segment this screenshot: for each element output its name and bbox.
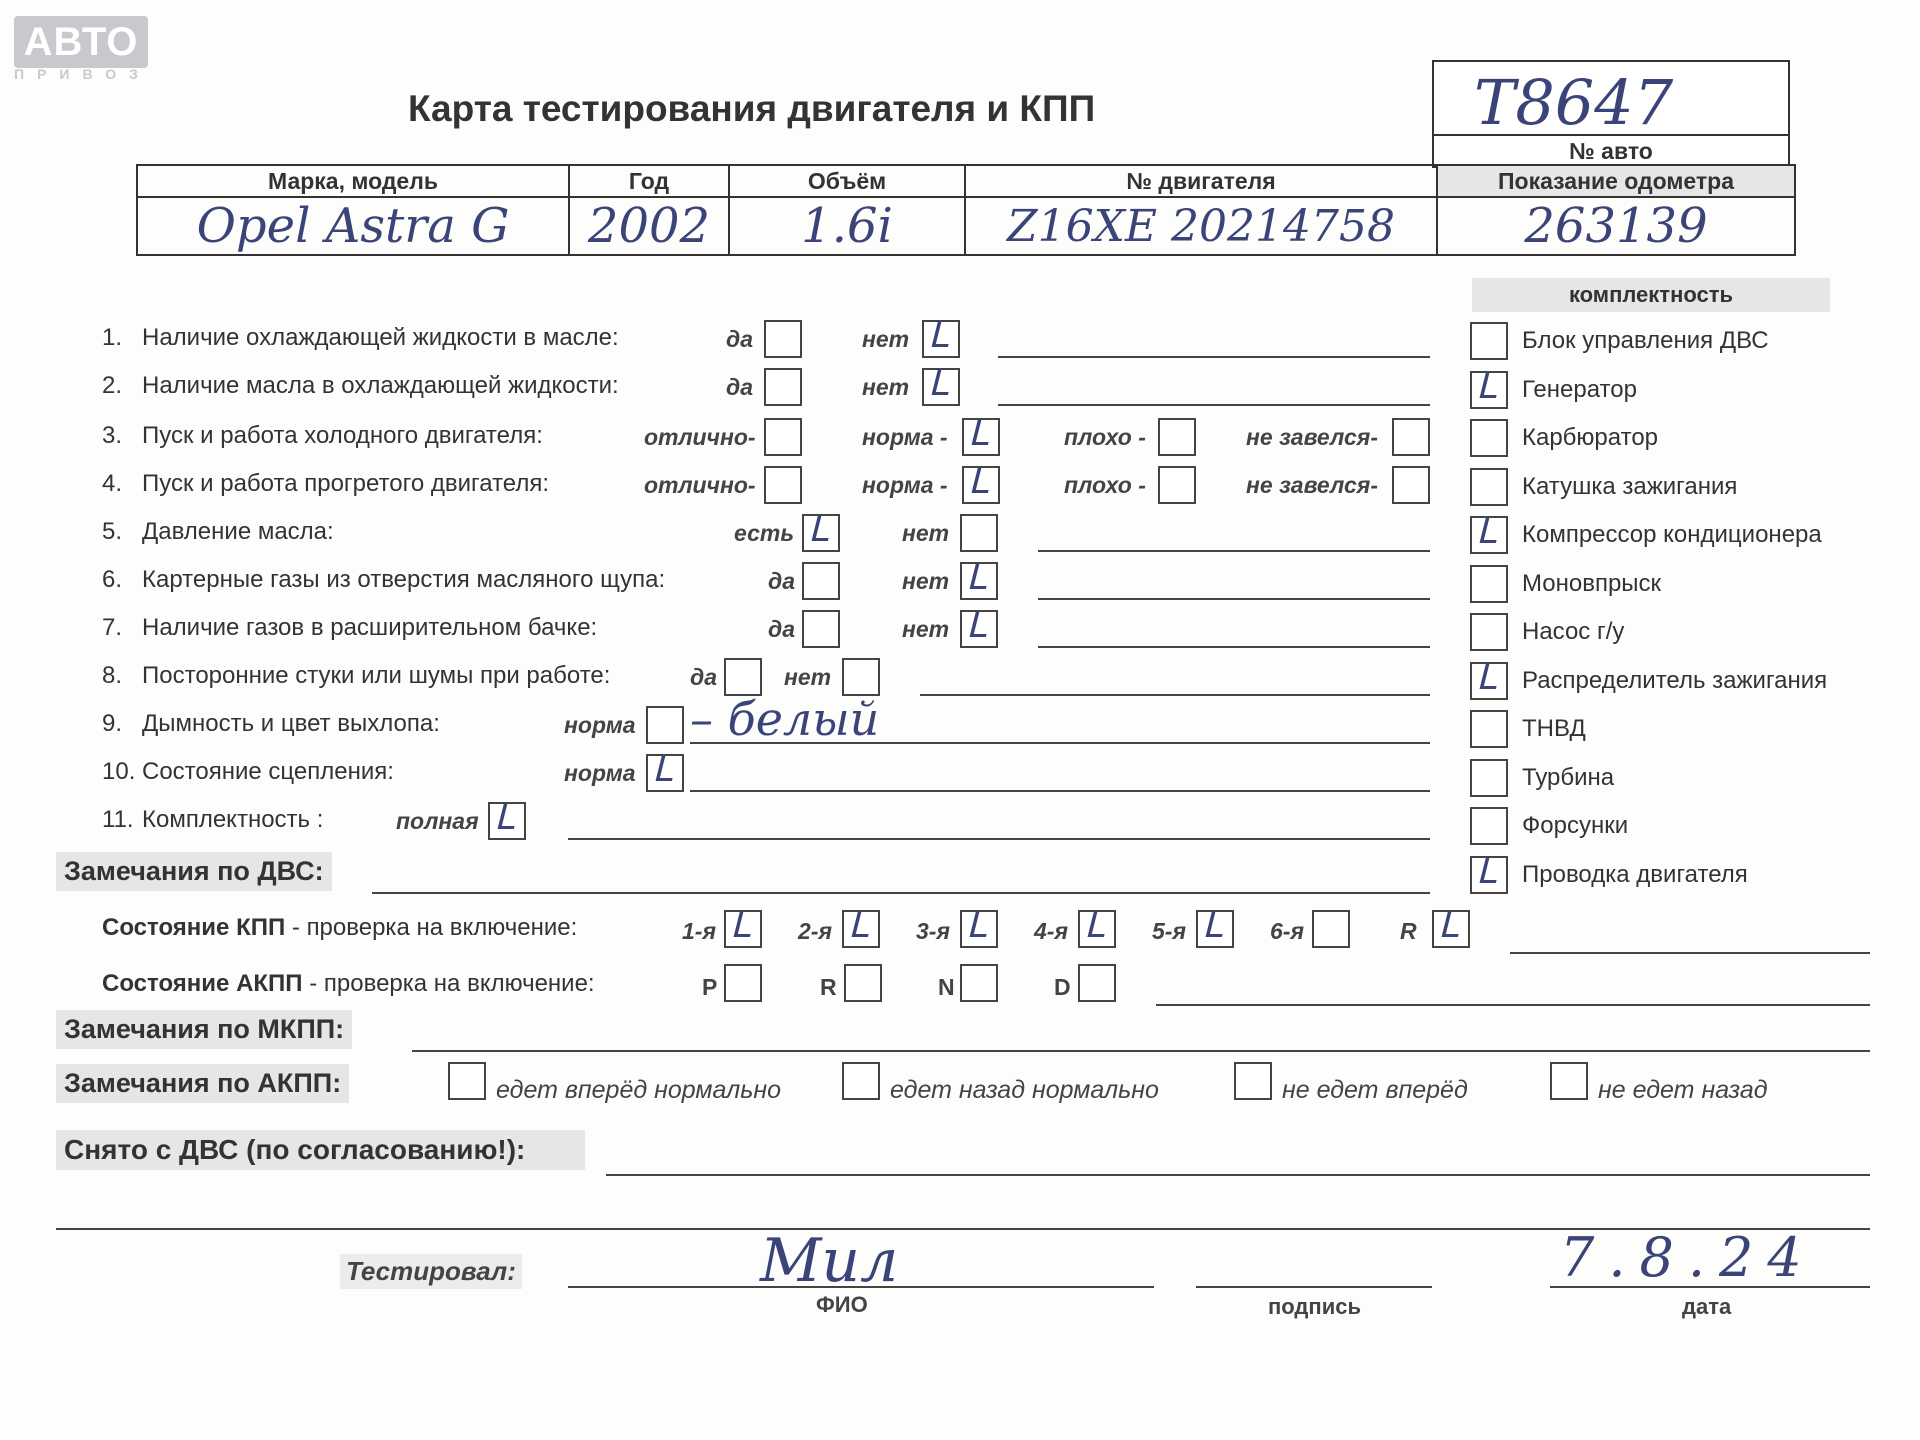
kpp-line — [1510, 952, 1870, 954]
logo-subtitle: ПРИВОЗ — [14, 66, 151, 82]
akpp-remark-checkbox[interactable] — [448, 1062, 486, 1100]
kit-checkbox[interactable] — [1470, 710, 1508, 748]
car-number-box — [1432, 60, 1790, 168]
date-line — [1550, 1286, 1870, 1288]
item-number: 6. — [102, 566, 123, 593]
item-number: 11. — [102, 806, 134, 833]
value-odometer: 263139 — [1437, 197, 1795, 255]
kit-checkbox-mark: ᒪ — [1476, 850, 1497, 892]
date-caption: дата — [1682, 1294, 1732, 1319]
item-line — [1038, 646, 1430, 648]
kit-checkbox[interactable] — [1470, 807, 1508, 845]
akpp-remark-checkbox[interactable] — [1234, 1062, 1272, 1100]
kpp-gear-checkbox-mark: ᒪ — [966, 905, 987, 946]
item-option-label: норма - — [862, 472, 948, 498]
kit-item-label: Генератор — [1522, 375, 1637, 403]
value-volume: 1.6i — [729, 197, 965, 255]
akpp-gear-checkbox[interactable] — [724, 964, 762, 1002]
akpp-remark-label: едет вперёд нормально — [496, 1076, 782, 1104]
item-text: Давление масла: — [142, 518, 334, 545]
item-option-label: нет — [784, 664, 832, 690]
kit-checkbox-mark: ᒪ — [1476, 656, 1497, 698]
remarks-akpp-label: Замечания по АКПП: — [56, 1064, 349, 1103]
akpp-remark-label: едет назад нормально — [890, 1076, 1159, 1104]
removed-label: Снято с ДВС (по согласованию!): — [56, 1130, 585, 1170]
item-checkbox[interactable] — [802, 610, 840, 648]
akpp-remark-label: не едет вперёд — [1282, 1076, 1468, 1104]
item-checkbox[interactable] — [960, 514, 998, 552]
kit-checkbox[interactable] — [1470, 759, 1508, 797]
item-text: Пуск и работа холодного двигателя: — [142, 422, 543, 449]
kpp-gear-label: 3-я — [916, 918, 950, 944]
kit-checkbox[interactable] — [1470, 419, 1508, 457]
item-option-label: нет — [862, 326, 910, 352]
item-option-label: плохо - — [1064, 472, 1146, 498]
akpp-remark-label: не едет назад — [1598, 1076, 1768, 1104]
item-option-label: да — [768, 616, 796, 642]
item-checkbox[interactable] — [1158, 466, 1196, 504]
kit-item-label: Форсунки — [1522, 812, 1629, 839]
item-line — [690, 790, 1430, 792]
item-checkbox[interactable] — [802, 562, 840, 600]
item-checkbox[interactable] — [1158, 418, 1196, 456]
item-text: Картерные газы из отверстия масляного щупа: — [142, 566, 666, 593]
item-line — [1038, 598, 1430, 600]
item-number: 4. — [102, 470, 123, 497]
item-checkbox-mark: ᒪ — [966, 557, 987, 598]
kit-item-label: Блок управления ДВС — [1522, 327, 1769, 354]
car-number-divider — [1434, 134, 1788, 136]
col-year: Год — [569, 165, 729, 197]
item-text: Посторонние стуки или шумы при работе: — [142, 662, 611, 689]
item-checkbox[interactable] — [764, 368, 802, 406]
item-option-label: есть — [734, 520, 794, 546]
kpp-gear-checkbox-mark: ᒪ — [848, 905, 869, 946]
item-number: 10. — [102, 758, 136, 785]
sign-line — [1196, 1286, 1432, 1288]
item-checkbox[interactable] — [764, 320, 802, 358]
kit-checkbox[interactable] — [1470, 565, 1508, 603]
test-date: 7.8.24 — [1560, 1226, 1816, 1289]
item-checkbox-mark: ᒪ — [968, 413, 989, 454]
kpp-label: Состояние КПП - проверка на включение: — [102, 914, 578, 941]
item-checkbox-mark: ᒪ — [652, 749, 673, 790]
item-option-label: не завелся- — [1246, 472, 1378, 498]
kpp-gear-label: 6-я — [1270, 918, 1304, 944]
kpp-gear-label: 4-я — [1034, 918, 1068, 944]
kpp-gear-checkbox-mark: ᒪ — [730, 905, 751, 946]
item-checkbox-mark: ᒪ — [494, 797, 515, 838]
item-option-label: да — [726, 374, 754, 400]
item-option-label: отлично- — [644, 424, 756, 450]
kpp-gear-label: 5-я — [1152, 918, 1186, 944]
item-checkbox[interactable] — [646, 706, 684, 744]
kit-checkbox[interactable] — [1470, 468, 1508, 506]
item-option-label: нет — [902, 568, 950, 594]
item-number: 8. — [102, 662, 123, 689]
item-checkbox[interactable] — [764, 466, 802, 504]
item-number: 7. — [102, 614, 123, 641]
kit-checkbox[interactable] — [1470, 613, 1508, 651]
item-line — [998, 356, 1430, 358]
item-option-label: норма — [564, 712, 636, 738]
akpp-gear-label: N — [938, 974, 955, 1000]
col-odometer: Показание одометра — [1437, 165, 1795, 197]
kpp-gear-label: 2-я — [798, 918, 832, 944]
tester-signature: Мил — [760, 1226, 899, 1296]
item-option-label: не завелся- — [1246, 424, 1378, 450]
remarks-engine-label: Замечания по ДВС: — [56, 852, 332, 891]
item-checkbox[interactable] — [1392, 418, 1430, 456]
item-number: 1. — [102, 324, 123, 351]
kit-item-label: Распределитель зажигания — [1522, 666, 1828, 694]
col-engine-number: № двигателя — [965, 165, 1437, 197]
item-text: Пуск и работа прогретого двигателя: — [142, 470, 550, 497]
kit-item-label: Карбюратор — [1522, 424, 1659, 451]
akpp-label: Состояние АКПП - проверка на включение: — [102, 970, 595, 997]
col-model: Марка, модель — [137, 165, 569, 197]
kit-item-label: Турбина — [1522, 763, 1615, 791]
kpp-gear-label: 1-я — [682, 918, 716, 944]
kit-item-label: Моновпрыск — [1522, 569, 1662, 597]
akpp-remark-checkbox[interactable] — [842, 1062, 880, 1100]
vehicle-info-table — [136, 164, 1796, 256]
item-line — [568, 838, 1430, 840]
page-title: Карта тестирования двигателя и КПП — [408, 88, 1096, 129]
item-note: – белый — [690, 692, 880, 746]
value-model: Opel Astra G — [137, 197, 569, 255]
item-text: Комплектность : — [142, 806, 324, 833]
item-option-label: полная — [396, 808, 479, 834]
sign-caption: подпись — [1268, 1294, 1361, 1319]
value-year: 2002 — [569, 197, 729, 255]
akpp-gear-label: P — [702, 974, 718, 1000]
kit-item-label: Насос г/у — [1522, 618, 1625, 645]
fio-caption: ФИО — [816, 1292, 868, 1317]
remarks-mkpp-line — [412, 1050, 1870, 1052]
akpp-gear-checkbox[interactable] — [960, 964, 998, 1002]
item-text: Наличие газов в расширительном бачке: — [142, 614, 598, 641]
item-checkbox[interactable] — [724, 658, 762, 696]
kit-checkbox-mark: ᒪ — [1476, 365, 1497, 407]
item-text: Наличие охлаждающей жидкости в масле: — [142, 324, 619, 351]
car-number-label: № авто — [1569, 138, 1653, 164]
tested-label: Тестировал: — [340, 1254, 522, 1289]
akpp-gear-checkbox[interactable] — [844, 964, 882, 1002]
value-engine-number: Z16XE 20214758 — [965, 197, 1437, 255]
item-number: 3. — [102, 422, 123, 449]
kpp-gear-label: R — [1400, 918, 1417, 944]
kit-checkbox[interactable] — [1470, 322, 1508, 360]
item-line — [1038, 550, 1430, 552]
item-checkbox-mark: ᒪ — [808, 509, 829, 550]
item-number: 5. — [102, 518, 123, 545]
kpp-gear-checkbox-mark: ᒪ — [1084, 905, 1105, 946]
kit-item-label: Проводка двигателя — [1522, 860, 1748, 888]
akpp-gear-label: D — [1054, 974, 1071, 1000]
item-option-label: плохо - — [1064, 424, 1146, 450]
item-option-label: да — [690, 664, 718, 690]
kit-item-label: Компрессор кондиционера — [1522, 521, 1822, 548]
item-checkbox-mark: ᒪ — [968, 461, 989, 502]
logo: АВТО — [14, 16, 148, 68]
item-text: Состояние сцепления: — [142, 758, 394, 785]
kit-item-label: ТНВД — [1522, 715, 1586, 742]
item-option-label: отлично- — [644, 472, 756, 498]
item-text: Дымность и цвет выхлопа: — [142, 710, 440, 737]
item-checkbox[interactable] — [842, 658, 880, 696]
item-option-label: норма - — [862, 424, 948, 450]
akpp-gear-checkbox[interactable] — [1078, 964, 1116, 1002]
item-checkbox[interactable] — [764, 418, 802, 456]
fio-line — [568, 1286, 1154, 1288]
item-text: Наличие масла в охлаждающей жидкости: — [142, 372, 619, 399]
item-option-label: нет — [862, 374, 910, 400]
item-line — [998, 404, 1430, 406]
kit-checkbox-mark: ᒪ — [1476, 511, 1497, 552]
col-volume: Объём — [729, 165, 965, 197]
kit-item-label: Катушка зажигания — [1522, 472, 1738, 500]
item-option-label: нет — [902, 520, 950, 546]
item-option-label: норма — [564, 760, 636, 786]
item-number: 2. — [102, 372, 123, 399]
item-checkbox-mark: ᒪ — [928, 363, 949, 404]
akpp-line — [1156, 1004, 1870, 1006]
item-checkbox[interactable] — [1392, 466, 1430, 504]
item-line — [920, 694, 1430, 696]
kpp-gear-checkbox[interactable] — [1312, 910, 1350, 948]
item-option-label: да — [726, 326, 754, 352]
item-checkbox-mark: ᒪ — [966, 605, 987, 646]
akpp-remark-checkbox[interactable] — [1550, 1062, 1588, 1100]
item-checkbox-mark: ᒪ — [928, 315, 949, 356]
car-number-value: Т8647 — [1474, 66, 1674, 139]
kpp-gear-checkbox-mark: ᒪ — [1202, 905, 1223, 946]
remarks-engine-line — [372, 892, 1430, 894]
item-number: 9. — [102, 710, 123, 737]
kit-title: комплектность — [1472, 278, 1830, 312]
removed-line — [606, 1174, 1870, 1176]
item-option-label: да — [768, 568, 796, 594]
akpp-gear-label: R — [820, 974, 837, 1000]
kpp-gear-checkbox-mark: ᒪ — [1438, 905, 1459, 946]
item-option-label: нет — [902, 616, 950, 642]
remarks-mkpp-label: Замечания по МКПП: — [56, 1010, 352, 1049]
